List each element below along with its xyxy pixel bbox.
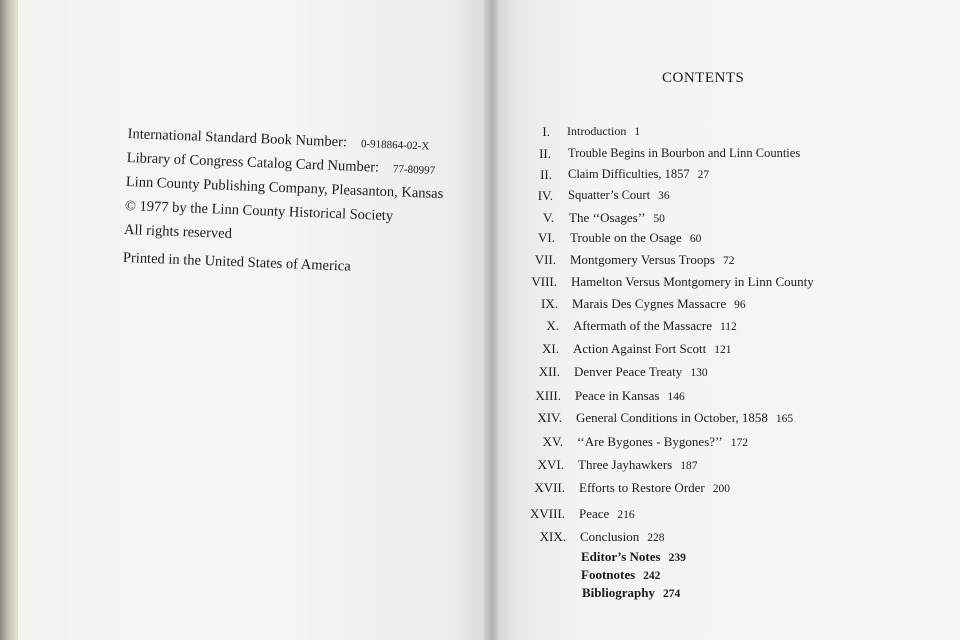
toc-page: 216 — [617, 509, 635, 521]
toc-number: II. — [540, 167, 552, 182]
toc-page: 172 — [730, 437, 748, 449]
toc-number: IX. — [541, 296, 558, 311]
toc-page: 187 — [680, 460, 698, 472]
toc-title: Action Against Fort Scott 121 — [573, 341, 732, 356]
toc-number: XVII. — [534, 480, 565, 495]
toc-number: X. — [546, 318, 559, 333]
toc-title: Footnotes 242 — [581, 567, 661, 582]
publisher-line: Linn County Publishing Company, Pleasanton, Kansas — [125, 173, 444, 203]
toc-number: XV. — [542, 434, 563, 449]
toc-number: II. — [539, 146, 551, 161]
toc-title: ‘‘Are Bygones - Bygones?’’ 172 — [577, 434, 748, 449]
toc-title: Peace 216 — [579, 506, 635, 521]
toc-page: 242 — [643, 570, 661, 582]
isbn-value: 0-918864-02-X — [360, 137, 430, 153]
toc-number: XVIII. — [529, 506, 565, 521]
toc-page: 165 — [775, 413, 794, 425]
toc-page: 96 — [734, 299, 746, 311]
toc-number: XIV. — [537, 410, 562, 425]
toc-page: 27 — [697, 169, 710, 181]
rights-line: All rights reserved — [123, 221, 233, 243]
toc-page: 274 — [662, 588, 681, 600]
toc-title: Peace in Kansas 146 — [575, 388, 685, 403]
toc-title: Marais Des Cygnes Massacre 96 — [572, 296, 746, 311]
toc-page: 112 — [719, 321, 737, 333]
toc-number: XIII. — [535, 388, 561, 403]
toc-title: Trouble on the Osage 60 — [570, 230, 702, 245]
toc-number: VII. — [534, 252, 556, 267]
toc-number: IV. — [537, 188, 553, 203]
toc-title: Bibliography 274 — [582, 585, 681, 600]
toc-page: 200 — [712, 483, 731, 495]
toc-title: General Conditions in October, 1858 165 — [576, 410, 794, 425]
toc-title: Aftermath of the Massacre 112 — [573, 318, 737, 333]
toc-page: 36 — [658, 190, 670, 202]
toc-number: XVI. — [537, 457, 564, 472]
isbn-label: International Standard Book Number: — [127, 126, 348, 151]
toc-page: 72 — [722, 255, 735, 267]
toc-number: I. — [542, 124, 550, 139]
lccn-value: 77-80997 — [392, 163, 436, 177]
copyright-line: © 1977 by the Linn County Historical Society — [124, 197, 394, 225]
toc-title: Editor’s Notes 239 — [581, 549, 686, 564]
toc-number: VIII. — [531, 274, 557, 289]
toc-number: V. — [543, 210, 554, 225]
toc-title: Denver Peace Treaty 130 — [574, 364, 708, 379]
toc-title: Three Jayhawkers 187 — [578, 457, 698, 472]
toc-page: 239 — [668, 552, 686, 564]
toc-page: 130 — [690, 367, 708, 379]
toc-number: XII. — [538, 364, 560, 379]
toc-page: 50 — [653, 213, 665, 225]
toc-title: Introduction 1 — [567, 124, 641, 138]
toc-title: Squatter’s Court 36 — [568, 188, 670, 202]
contents-title: CONTENTS — [662, 70, 745, 86]
toc-page: 146 — [667, 391, 685, 403]
toc-title: Trouble Begins in Bourbon and Linn Counties — [568, 146, 801, 160]
toc-title: The ‘‘Osages’’ 50 — [569, 210, 665, 225]
toc-title: Hamelton Versus Montgomery in Linn County — [571, 274, 814, 289]
toc-page: 60 — [689, 233, 702, 245]
printed-line: Printed in the United States of America — [122, 249, 351, 275]
toc-title: Claim Difficulties, 1857 27 — [568, 167, 710, 181]
toc-number: XI. — [542, 341, 559, 356]
toc-title: Conclusion 228 — [580, 529, 665, 544]
toc-title: Montgomery Versus Troops 72 — [570, 252, 735, 267]
toc-page: 121 — [714, 344, 732, 356]
lccn-label: Library of Congress Catalog Card Number: — [126, 149, 380, 176]
toc-page: 1 — [634, 126, 641, 138]
toc-number: XIX. — [539, 529, 566, 544]
toc-title: Efforts to Restore Order 200 — [579, 480, 731, 495]
toc-number: VI. — [538, 230, 555, 245]
toc-page: 228 — [647, 532, 665, 544]
